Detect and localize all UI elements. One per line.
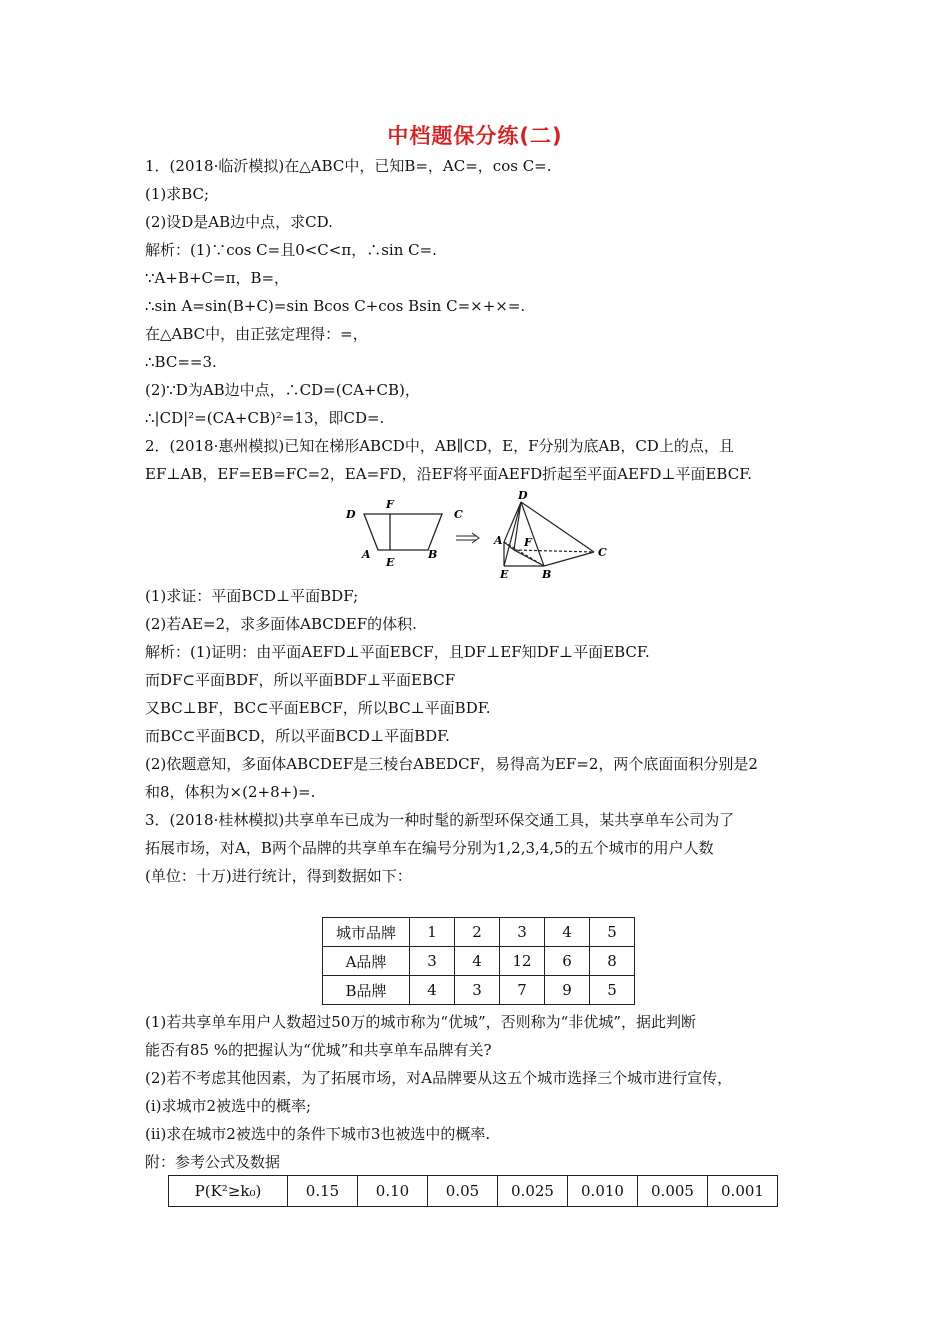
table-cell: 6: [545, 947, 590, 976]
fig-label: F: [386, 498, 394, 511]
table-cell: 4: [545, 918, 590, 947]
text-line: (1)求证：平面BCD⊥平面BDF;: [145, 587, 359, 605]
text-line: (ⅰ)求城市2被选中的概率;: [145, 1097, 312, 1115]
fig-label: C: [598, 546, 607, 559]
table-cell: 7: [500, 976, 545, 1005]
table-cell: 4: [410, 976, 455, 1005]
table-cell: 12: [500, 947, 545, 976]
table-cell: 城市品牌: [323, 918, 410, 947]
text-line: (2)依题意知，多面体ABCDEF是三棱台ABEDCF，易得高为EF=2，两个底面面积分别是2: [145, 755, 758, 773]
table-cell: 0.05: [428, 1176, 498, 1207]
table-row: [169, 1176, 778, 1207]
fig-label: A: [362, 548, 371, 561]
table-cell: 3: [500, 918, 545, 947]
text-line: 3．(2018·桂林模拟)共享单车已成为一种时髦的新型环保交通工具，某共享单车公司为了: [145, 811, 735, 829]
critical-value-table: [168, 1175, 778, 1207]
text-line: (2)若不考虑其他因素，为了拓展市场，对A品牌要从这五个城市选择三个城市进行宣传，: [145, 1069, 733, 1087]
table-cell: 1: [410, 918, 455, 947]
text-line: 2．(2018·惠州模拟)已知在梯形ABCD中，AB∥CD，E，F分别为底AB，CD上的点，且: [145, 437, 734, 455]
table-cell: 5: [590, 976, 635, 1005]
text-line: 拓展市场，对A，B两个品牌的共享单车在编号分别为1,2,3,4,5的五个城市的用户人数: [145, 839, 714, 857]
text-line: 解析：(1)∵cos C=且0<C<π，∴sin C=.: [145, 241, 437, 259]
fig-label: E: [500, 568, 509, 580]
text-line: 能否有85 %的把握认为“优城”和共享单车品牌有关?: [145, 1041, 492, 1059]
fig-label: A: [494, 534, 503, 547]
table-cell: 2: [455, 918, 500, 947]
text-line: (2)∵D为AB边中点，∴CD=(CA+CB)，: [145, 381, 420, 399]
text-line: 而DF⊂平面BDF，所以平面BDF⊥平面EBCF: [145, 671, 456, 689]
text-line: ∴|CD|²=(CA+CB)²=13，即CD=.: [145, 409, 385, 427]
text-line: (2)设D是AB边中点，求CD.: [145, 213, 333, 231]
table-row: [323, 918, 635, 947]
text-line: (2)若AE=2，求多面体ABCDEF的体积.: [145, 615, 417, 633]
table-cell: 0.005: [638, 1176, 708, 1207]
fig-label: F: [524, 536, 532, 549]
page-title: 中档题保分练(二): [387, 124, 563, 148]
text-line: ∵A+B+C=π，B=，: [145, 269, 290, 287]
text-line: 又BC⊥BF，BC⊂平面EBCF，所以BC⊥平面BDF.: [145, 699, 491, 717]
table-row: [323, 947, 635, 976]
fig-label: D: [346, 508, 356, 521]
fig-label: C: [454, 508, 463, 521]
table-cell: 0.15: [288, 1176, 358, 1207]
text-line: 解析：(1)证明：由平面AEFD⊥平面EBCF，且DF⊥EF知DF⊥平面EBCF.: [145, 643, 650, 661]
table-cell: 3: [455, 976, 500, 1005]
table-cell: 3: [410, 947, 455, 976]
fig-label: B: [428, 548, 438, 561]
table-cell: 0.010: [568, 1176, 638, 1207]
trapezoid-fold-figure: [338, 490, 618, 580]
table-cell: P(K²≥k₀): [169, 1176, 288, 1207]
city-brand-table: [322, 917, 635, 1005]
text-line: (ⅱ)求在城市2被选中的条件下城市3也被选中的概率.: [145, 1125, 491, 1143]
text-line: 而BC⊂平面BCD，所以平面BCD⊥平面BDF.: [145, 727, 450, 745]
text-line: ∴BC==3.: [145, 353, 217, 371]
text-line: (1)求BC;: [145, 185, 210, 203]
table-cell: 9: [545, 976, 590, 1005]
fig-label: D: [518, 490, 528, 502]
text-line: (单位：十万)进行统计，得到数据如下：: [145, 867, 412, 885]
table-cell: 0.025: [498, 1176, 568, 1207]
text-line: 在△ABC中，由正弦定理得：=，: [145, 325, 368, 343]
table-cell: 4: [455, 947, 500, 976]
text-line: EF⊥AB，EF=EB=FC=2，EA=FD，沿EF将平面AEFD折起至平面AEFD⊥平面EBCF.: [145, 465, 753, 483]
table-cell: 8: [590, 947, 635, 976]
table-cell: 5: [590, 918, 635, 947]
table-row: [323, 976, 635, 1005]
table-cell: B品牌: [323, 976, 410, 1005]
table-cell: 0.10: [358, 1176, 428, 1207]
text-line: 附：参考公式及数据: [145, 1153, 281, 1171]
text-line: 和8，体积为×(2+8+)=.: [145, 783, 316, 801]
text-line: 1．(2018·临沂模拟)在△ABC中，已知B=，AC=，cos C=.: [145, 157, 552, 175]
table-cell: 0.001: [708, 1176, 778, 1207]
text-line: (1)若共享单车用户人数超过50万的城市称为“优城”，否则称为“非优城”，据此判断: [145, 1013, 697, 1031]
fig-label: B: [542, 568, 552, 580]
text-line: ∴sin A=sin(B+C)=sin Bcos C+cos Bsin C=×+×=.: [145, 297, 526, 315]
fig-label: E: [386, 556, 395, 569]
table-cell: A品牌: [323, 947, 410, 976]
